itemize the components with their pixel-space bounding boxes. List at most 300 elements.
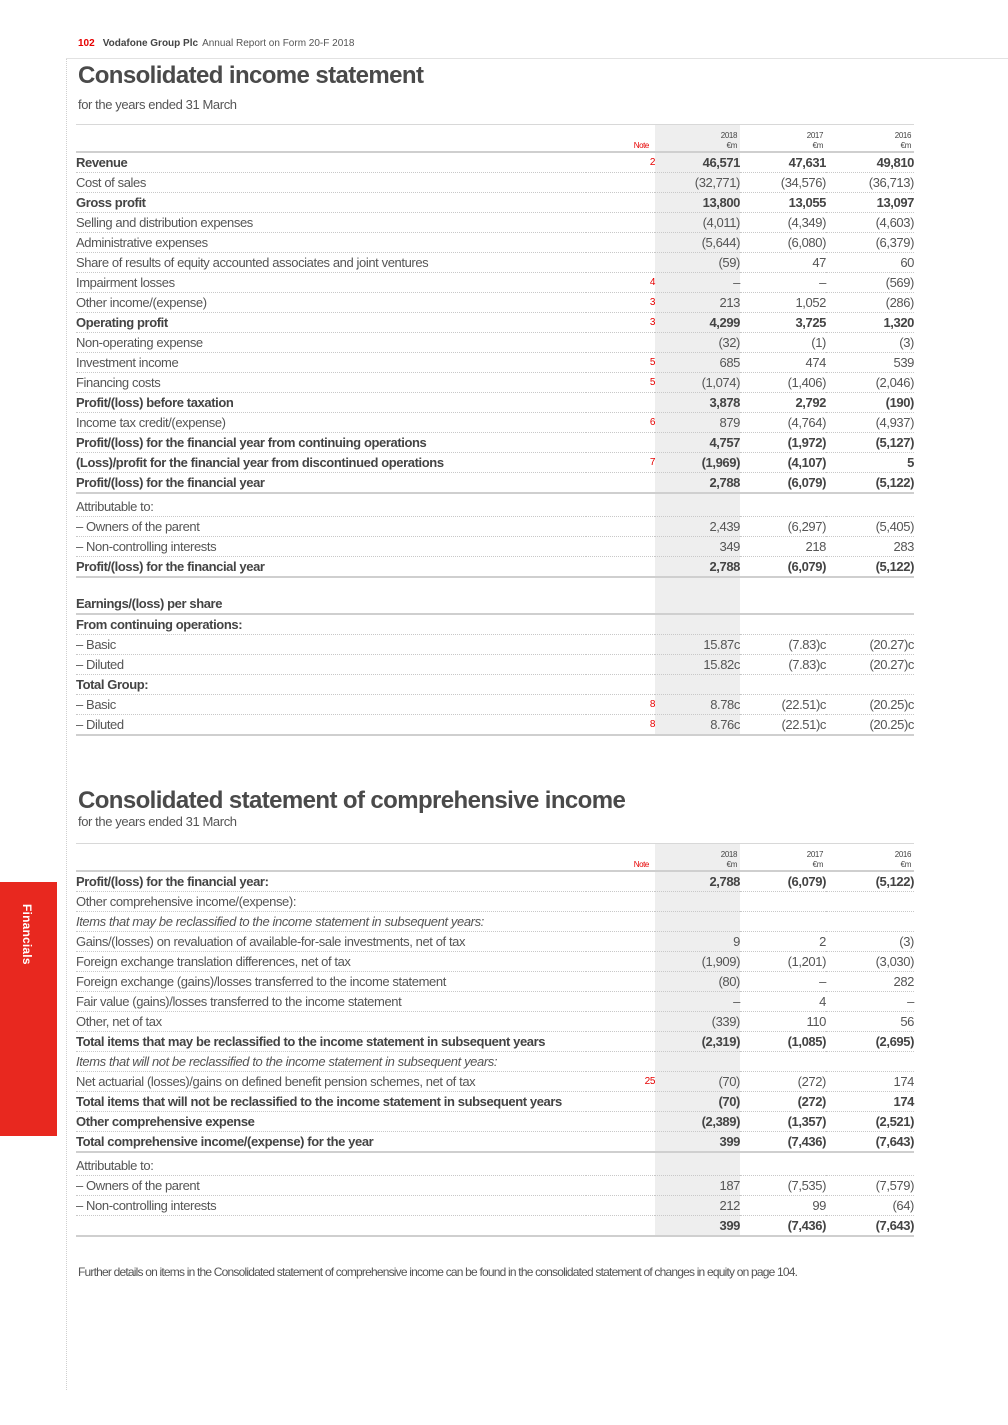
table-row bbox=[76, 1132, 914, 1153]
value-2017: (4,764) bbox=[740, 413, 826, 433]
row-label: – Basic bbox=[76, 635, 586, 655]
value-2018: 399 bbox=[655, 1216, 740, 1237]
value-2018: (80) bbox=[655, 972, 740, 992]
note-ref: 5 bbox=[586, 353, 655, 373]
value-2016: (7,643) bbox=[826, 1216, 914, 1237]
table-header-row bbox=[76, 844, 914, 872]
value-2016 bbox=[826, 1152, 914, 1176]
row-label: Investment income bbox=[76, 353, 586, 373]
value-2017: (7.83)c bbox=[740, 655, 826, 675]
row-label: Profit/(loss) for the financial year: bbox=[76, 871, 586, 892]
table-row bbox=[76, 333, 914, 353]
note-ref bbox=[586, 1012, 655, 1032]
value-2017: – bbox=[740, 273, 826, 293]
value-2017: (1,972) bbox=[740, 433, 826, 453]
value-2017: (22.51)c bbox=[740, 715, 826, 736]
table-row bbox=[76, 892, 914, 912]
note-ref bbox=[586, 871, 655, 892]
row-label: Foreign exchange translation differences, net of tax bbox=[76, 952, 586, 972]
value-2017 bbox=[740, 493, 826, 517]
value-2018: – bbox=[655, 273, 740, 293]
table-row bbox=[76, 1012, 914, 1032]
table-header-row bbox=[76, 125, 914, 153]
eps-continuing-heading bbox=[76, 614, 914, 635]
row-label: Share of results of equity accounted associates and joint ventures bbox=[76, 253, 586, 273]
note-ref bbox=[586, 655, 655, 675]
value-2016: (2,521) bbox=[826, 1112, 914, 1132]
note-ref bbox=[586, 193, 655, 213]
table-row bbox=[76, 557, 914, 578]
table-row bbox=[76, 393, 914, 413]
value-2016: 13,097 bbox=[826, 193, 914, 213]
year-header-2018: 2018 €m bbox=[655, 125, 740, 153]
value-2017: 47,631 bbox=[740, 152, 826, 173]
income-statement-subtitle: for the years ended 31 March bbox=[78, 97, 237, 112]
table-row bbox=[76, 152, 914, 173]
value-2016: 282 bbox=[826, 972, 914, 992]
row-label: Profit/(loss) before taxation bbox=[76, 393, 586, 413]
note-ref bbox=[586, 892, 655, 912]
value-2017 bbox=[740, 594, 826, 614]
table-row bbox=[76, 1196, 914, 1216]
value-2018 bbox=[655, 614, 740, 635]
table-row bbox=[76, 1092, 914, 1112]
row-label: Other comprehensive income/(expense): bbox=[76, 892, 586, 912]
value-2017: (1,357) bbox=[740, 1112, 826, 1132]
note-ref bbox=[586, 912, 655, 932]
note-ref bbox=[586, 992, 655, 1012]
note-ref bbox=[586, 1196, 655, 1216]
note-ref bbox=[586, 577, 655, 594]
row-label: Other comprehensive expense bbox=[76, 1112, 586, 1132]
value-2018: (32) bbox=[655, 333, 740, 353]
row-label: Foreign exchange (gains)/losses transferred to the income statement bbox=[76, 972, 586, 992]
value-2018: 8.76c bbox=[655, 715, 740, 736]
value-2016: – bbox=[826, 992, 914, 1012]
value-2016: 5 bbox=[826, 453, 914, 473]
table-row bbox=[76, 1052, 914, 1072]
row-label: Cost of sales bbox=[76, 173, 586, 193]
value-2018 bbox=[655, 1052, 740, 1072]
value-2018: 15.82c bbox=[655, 655, 740, 675]
value-2018: 685 bbox=[655, 353, 740, 373]
value-2016: (5,122) bbox=[826, 557, 914, 578]
value-2017: 13,055 bbox=[740, 193, 826, 213]
note-ref bbox=[586, 517, 655, 537]
table-row bbox=[76, 173, 914, 193]
value-2018: 4,757 bbox=[655, 433, 740, 453]
value-2016 bbox=[826, 892, 914, 912]
row-label: Total items that will not be reclassified to the income statement in subsequent years bbox=[76, 1092, 586, 1112]
value-2018: 349 bbox=[655, 537, 740, 557]
value-2018: (1,074) bbox=[655, 373, 740, 393]
note-ref bbox=[586, 972, 655, 992]
footnote: Further details on items in the Consolidated statement of comprehensive income can be found in the consolidated statement of changes in equity on page 104. bbox=[78, 1265, 798, 1279]
value-2018: 2,788 bbox=[655, 557, 740, 578]
value-2017: (1) bbox=[740, 333, 826, 353]
value-2017: (272) bbox=[740, 1072, 826, 1092]
row-label: Profit/(loss) for the financial year bbox=[76, 473, 586, 494]
section-tab[interactable] bbox=[0, 882, 57, 1136]
value-2017: (1,085) bbox=[740, 1032, 826, 1052]
note-ref bbox=[586, 233, 655, 253]
value-2017: (4,107) bbox=[740, 453, 826, 473]
value-2017: (7,436) bbox=[740, 1132, 826, 1153]
year-header-2016: 2016 €m bbox=[826, 844, 914, 872]
table-row bbox=[76, 453, 914, 473]
table-row bbox=[76, 233, 914, 253]
note-ref bbox=[586, 433, 655, 453]
year-header-2017: 2017 €m bbox=[740, 844, 826, 872]
note-ref bbox=[586, 1112, 655, 1132]
note-ref bbox=[586, 213, 655, 233]
value-2017: 1,052 bbox=[740, 293, 826, 313]
table-row bbox=[76, 517, 914, 537]
running-header bbox=[78, 38, 354, 49]
value-2016: 49,810 bbox=[826, 152, 914, 173]
note-ref: 25 bbox=[586, 1072, 655, 1092]
value-2017 bbox=[740, 675, 826, 695]
value-2017: (6,079) bbox=[740, 871, 826, 892]
value-2016 bbox=[826, 675, 914, 695]
table-row bbox=[76, 635, 914, 655]
value-2017 bbox=[740, 1152, 826, 1176]
value-2018: (70) bbox=[655, 1072, 740, 1092]
note-ref bbox=[586, 1152, 655, 1176]
row-label: Fair value (gains)/losses transferred to the income statement bbox=[76, 992, 586, 1012]
table-row bbox=[76, 373, 914, 393]
note-ref bbox=[586, 1216, 655, 1237]
row-label bbox=[76, 1216, 586, 1237]
value-2018: (32,771) bbox=[655, 173, 740, 193]
note-ref: 2 bbox=[586, 152, 655, 173]
value-2018: 187 bbox=[655, 1176, 740, 1196]
value-2016: (3) bbox=[826, 932, 914, 952]
note-ref bbox=[586, 932, 655, 952]
note-ref bbox=[586, 635, 655, 655]
row-label: Other, net of tax bbox=[76, 1012, 586, 1032]
table-row bbox=[76, 695, 914, 715]
value-2016: (286) bbox=[826, 293, 914, 313]
note-ref bbox=[586, 393, 655, 413]
value-2018: 9 bbox=[655, 932, 740, 952]
attributable-heading bbox=[76, 1152, 914, 1176]
note-ref bbox=[586, 952, 655, 972]
value-2017: (6,297) bbox=[740, 517, 826, 537]
note-ref bbox=[586, 1132, 655, 1153]
value-2018: 213 bbox=[655, 293, 740, 313]
table-row bbox=[76, 473, 914, 494]
value-2016: (20.25)c bbox=[826, 715, 914, 736]
value-2016: (2,046) bbox=[826, 373, 914, 393]
row-label: Operating profit bbox=[76, 313, 586, 333]
row-label: (Loss)/profit for the financial year from discontinued operations bbox=[76, 453, 586, 473]
value-2016: (64) bbox=[826, 1196, 914, 1216]
table-row bbox=[76, 293, 914, 313]
note-ref: 4 bbox=[586, 273, 655, 293]
value-2017: (1,406) bbox=[740, 373, 826, 393]
value-2016: 174 bbox=[826, 1092, 914, 1112]
row-label: Administrative expenses bbox=[76, 233, 586, 253]
value-2018: 212 bbox=[655, 1196, 740, 1216]
note-ref: 3 bbox=[586, 293, 655, 313]
row-label: – Basic bbox=[76, 695, 586, 715]
note-ref: 3 bbox=[586, 313, 655, 333]
value-2017: (6,079) bbox=[740, 557, 826, 578]
header-rule bbox=[66, 58, 1008, 59]
row-label: – Owners of the parent bbox=[76, 1176, 586, 1196]
row-label: Profit/(loss) for the financial year bbox=[76, 557, 586, 578]
note-ref: 8 bbox=[586, 715, 655, 736]
note-ref bbox=[586, 594, 655, 614]
table-row bbox=[76, 353, 914, 373]
attributable-heading bbox=[76, 493, 914, 517]
page-number: 102 bbox=[78, 38, 95, 49]
note-ref bbox=[586, 557, 655, 578]
table-row bbox=[76, 1072, 914, 1092]
section-tab-label: Financials bbox=[20, 904, 34, 965]
value-2018: 13,800 bbox=[655, 193, 740, 213]
table-row bbox=[76, 1032, 914, 1052]
value-2016 bbox=[826, 614, 914, 635]
value-2016: (20.25)c bbox=[826, 695, 914, 715]
table-row bbox=[76, 932, 914, 952]
value-2018 bbox=[655, 493, 740, 517]
value-2016: (4,937) bbox=[826, 413, 914, 433]
value-2017: 3,725 bbox=[740, 313, 826, 333]
value-2017: (6,079) bbox=[740, 473, 826, 494]
value-2018: 4,299 bbox=[655, 313, 740, 333]
note-ref bbox=[586, 173, 655, 193]
value-2017: (7.83)c bbox=[740, 635, 826, 655]
value-2016: (5,122) bbox=[826, 871, 914, 892]
value-2018 bbox=[655, 912, 740, 932]
value-2017: 2 bbox=[740, 932, 826, 952]
row-label: – Diluted bbox=[76, 655, 586, 675]
value-2018: 879 bbox=[655, 413, 740, 433]
value-2017 bbox=[740, 614, 826, 635]
value-2018: (5,644) bbox=[655, 233, 740, 253]
value-2018: 2,788 bbox=[655, 473, 740, 494]
row-label: Selling and distribution expenses bbox=[76, 213, 586, 233]
note-ref bbox=[586, 1176, 655, 1196]
value-2017: 218 bbox=[740, 537, 826, 557]
row-label: Total Group: bbox=[76, 675, 586, 695]
row-label: Gains/(losses) on revaluation of available-for-sale investments, net of tax bbox=[76, 932, 586, 952]
value-2016 bbox=[826, 594, 914, 614]
table-row bbox=[76, 313, 914, 333]
value-2017: (1,201) bbox=[740, 952, 826, 972]
row-label: Income tax credit/(expense) bbox=[76, 413, 586, 433]
note-ref bbox=[586, 1032, 655, 1052]
row-label: From continuing operations: bbox=[76, 614, 586, 635]
value-2016: 539 bbox=[826, 353, 914, 373]
value-2018: 8.78c bbox=[655, 695, 740, 715]
row-label: Attributable to: bbox=[76, 493, 586, 517]
table-row bbox=[76, 1176, 914, 1196]
row-label: Net actuarial (losses)/gains on defined benefit pension schemes, net of tax bbox=[76, 1072, 586, 1092]
value-2018: (2,319) bbox=[655, 1032, 740, 1052]
value-2018: (59) bbox=[655, 253, 740, 273]
value-2017: 110 bbox=[740, 1012, 826, 1032]
value-2018 bbox=[655, 675, 740, 695]
value-2017: 4 bbox=[740, 992, 826, 1012]
row-label: – Non-controlling interests bbox=[76, 1196, 586, 1216]
value-2016: 60 bbox=[826, 253, 914, 273]
value-2017: 2,792 bbox=[740, 393, 826, 413]
table-row bbox=[76, 972, 914, 992]
label-header bbox=[76, 844, 586, 872]
value-2016: (6,379) bbox=[826, 233, 914, 253]
value-2016 bbox=[826, 1052, 914, 1072]
value-2016: (3) bbox=[826, 333, 914, 353]
value-2016 bbox=[826, 577, 914, 594]
note-ref: 5 bbox=[586, 373, 655, 393]
row-label: – Diluted bbox=[76, 715, 586, 736]
note-ref bbox=[586, 253, 655, 273]
value-2016: (5,127) bbox=[826, 433, 914, 453]
value-2018: (1,969) bbox=[655, 453, 740, 473]
value-2017: (7,436) bbox=[740, 1216, 826, 1237]
row-label: Total items that may be reclassified to the income statement in subsequent years bbox=[76, 1032, 586, 1052]
value-2017: (272) bbox=[740, 1092, 826, 1112]
value-2018: 399 bbox=[655, 1132, 740, 1153]
value-2018: 2,788 bbox=[655, 871, 740, 892]
table-row bbox=[76, 871, 914, 892]
table-row bbox=[76, 655, 914, 675]
row-label: Items that may be reclassified to the income statement in subsequent years: bbox=[76, 912, 586, 932]
value-2018 bbox=[655, 594, 740, 614]
value-2017: (22.51)c bbox=[740, 695, 826, 715]
value-2018: (2,389) bbox=[655, 1112, 740, 1132]
company-name: Vodafone Group Plc bbox=[102, 38, 199, 49]
note-ref bbox=[586, 493, 655, 517]
value-2016: 174 bbox=[826, 1072, 914, 1092]
income-statement-body bbox=[76, 152, 914, 735]
value-2018: (70) bbox=[655, 1092, 740, 1112]
value-2016: (5,405) bbox=[826, 517, 914, 537]
value-2017: (7,535) bbox=[740, 1176, 826, 1196]
value-2018 bbox=[655, 892, 740, 912]
value-2016: (7,579) bbox=[826, 1176, 914, 1196]
income-statement-title: Consolidated income statement bbox=[78, 62, 424, 89]
row-label: Earnings/(loss) per share bbox=[76, 594, 586, 614]
income-statement-table bbox=[76, 124, 914, 736]
note-ref bbox=[586, 1092, 655, 1112]
row-label: – Owners of the parent bbox=[76, 517, 586, 537]
value-2016: 1,320 bbox=[826, 313, 914, 333]
table-row bbox=[76, 253, 914, 273]
label-header bbox=[76, 125, 586, 153]
value-2018: 15.87c bbox=[655, 635, 740, 655]
comprehensive-income-table bbox=[76, 843, 914, 1237]
row-label: Profit/(loss) for the financial year from continuing operations bbox=[76, 433, 586, 453]
value-2017: 99 bbox=[740, 1196, 826, 1216]
note-ref bbox=[586, 333, 655, 353]
note-ref: 6 bbox=[586, 413, 655, 433]
margin-rule bbox=[66, 58, 67, 1390]
row-label: Revenue bbox=[76, 152, 586, 173]
row-label: Total comprehensive income/(expense) for the year bbox=[76, 1132, 586, 1153]
value-2018 bbox=[655, 577, 740, 594]
value-2017 bbox=[740, 892, 826, 912]
row-label: Items that will not be reclassified to the income statement in subsequent years: bbox=[76, 1052, 586, 1072]
eps-group-heading bbox=[76, 675, 914, 695]
note-header: Note bbox=[586, 844, 655, 872]
value-2018: (4,011) bbox=[655, 213, 740, 233]
row-label: Impairment losses bbox=[76, 273, 586, 293]
table-row bbox=[76, 413, 914, 433]
value-2017: 474 bbox=[740, 353, 826, 373]
value-2016: 56 bbox=[826, 1012, 914, 1032]
year-header-2017: 2017 €m bbox=[740, 125, 826, 153]
value-2016: (20.27)c bbox=[826, 655, 914, 675]
value-2018: – bbox=[655, 992, 740, 1012]
value-2017 bbox=[740, 577, 826, 594]
value-2017: (6,080) bbox=[740, 233, 826, 253]
value-2016: (2,695) bbox=[826, 1032, 914, 1052]
row-label: Other income/(expense) bbox=[76, 293, 586, 313]
note-ref: 7 bbox=[586, 453, 655, 473]
value-2016: 283 bbox=[826, 537, 914, 557]
value-2016: (36,713) bbox=[826, 173, 914, 193]
row-label: Financing costs bbox=[76, 373, 586, 393]
table-row bbox=[76, 193, 914, 213]
value-2017 bbox=[740, 912, 826, 932]
value-2018: 2,439 bbox=[655, 517, 740, 537]
row-label: – Non-controlling interests bbox=[76, 537, 586, 557]
table-row bbox=[76, 1216, 914, 1237]
table-row bbox=[76, 912, 914, 932]
value-2016: (5,122) bbox=[826, 473, 914, 494]
row-label bbox=[76, 577, 586, 594]
row-label: Gross profit bbox=[76, 193, 586, 213]
table-row bbox=[76, 537, 914, 557]
value-2016: (3,030) bbox=[826, 952, 914, 972]
table-row bbox=[76, 952, 914, 972]
row-label: Attributable to: bbox=[76, 1152, 586, 1176]
row-label: Non-operating expense bbox=[76, 333, 586, 353]
value-2016: (190) bbox=[826, 393, 914, 413]
note-ref bbox=[586, 1052, 655, 1072]
table-row bbox=[76, 213, 914, 233]
value-2016 bbox=[826, 912, 914, 932]
value-2017: 47 bbox=[740, 253, 826, 273]
note-ref: 8 bbox=[586, 695, 655, 715]
table-row bbox=[76, 1112, 914, 1132]
value-2018: 3,878 bbox=[655, 393, 740, 413]
year-header-2016: 2016 €m bbox=[826, 125, 914, 153]
spacer-row bbox=[76, 577, 914, 594]
value-2016: (4,603) bbox=[826, 213, 914, 233]
note-ref bbox=[586, 614, 655, 635]
document-name: Annual Report on Form 20-F 2018 bbox=[202, 38, 355, 49]
value-2018: (339) bbox=[655, 1012, 740, 1032]
value-2017: (34,576) bbox=[740, 173, 826, 193]
value-2016: (569) bbox=[826, 273, 914, 293]
value-2018: 46,571 bbox=[655, 152, 740, 173]
table-row bbox=[76, 273, 914, 293]
value-2017: (4,349) bbox=[740, 213, 826, 233]
note-ref bbox=[586, 675, 655, 695]
note-ref bbox=[586, 473, 655, 494]
year-header-2018: 2018 €m bbox=[655, 844, 740, 872]
table-row bbox=[76, 992, 914, 1012]
comprehensive-income-subtitle: for the years ended 31 March bbox=[78, 814, 237, 829]
note-ref bbox=[586, 537, 655, 557]
comprehensive-income-title: Consolidated statement of comprehensive income bbox=[78, 787, 626, 814]
value-2017 bbox=[740, 1052, 826, 1072]
